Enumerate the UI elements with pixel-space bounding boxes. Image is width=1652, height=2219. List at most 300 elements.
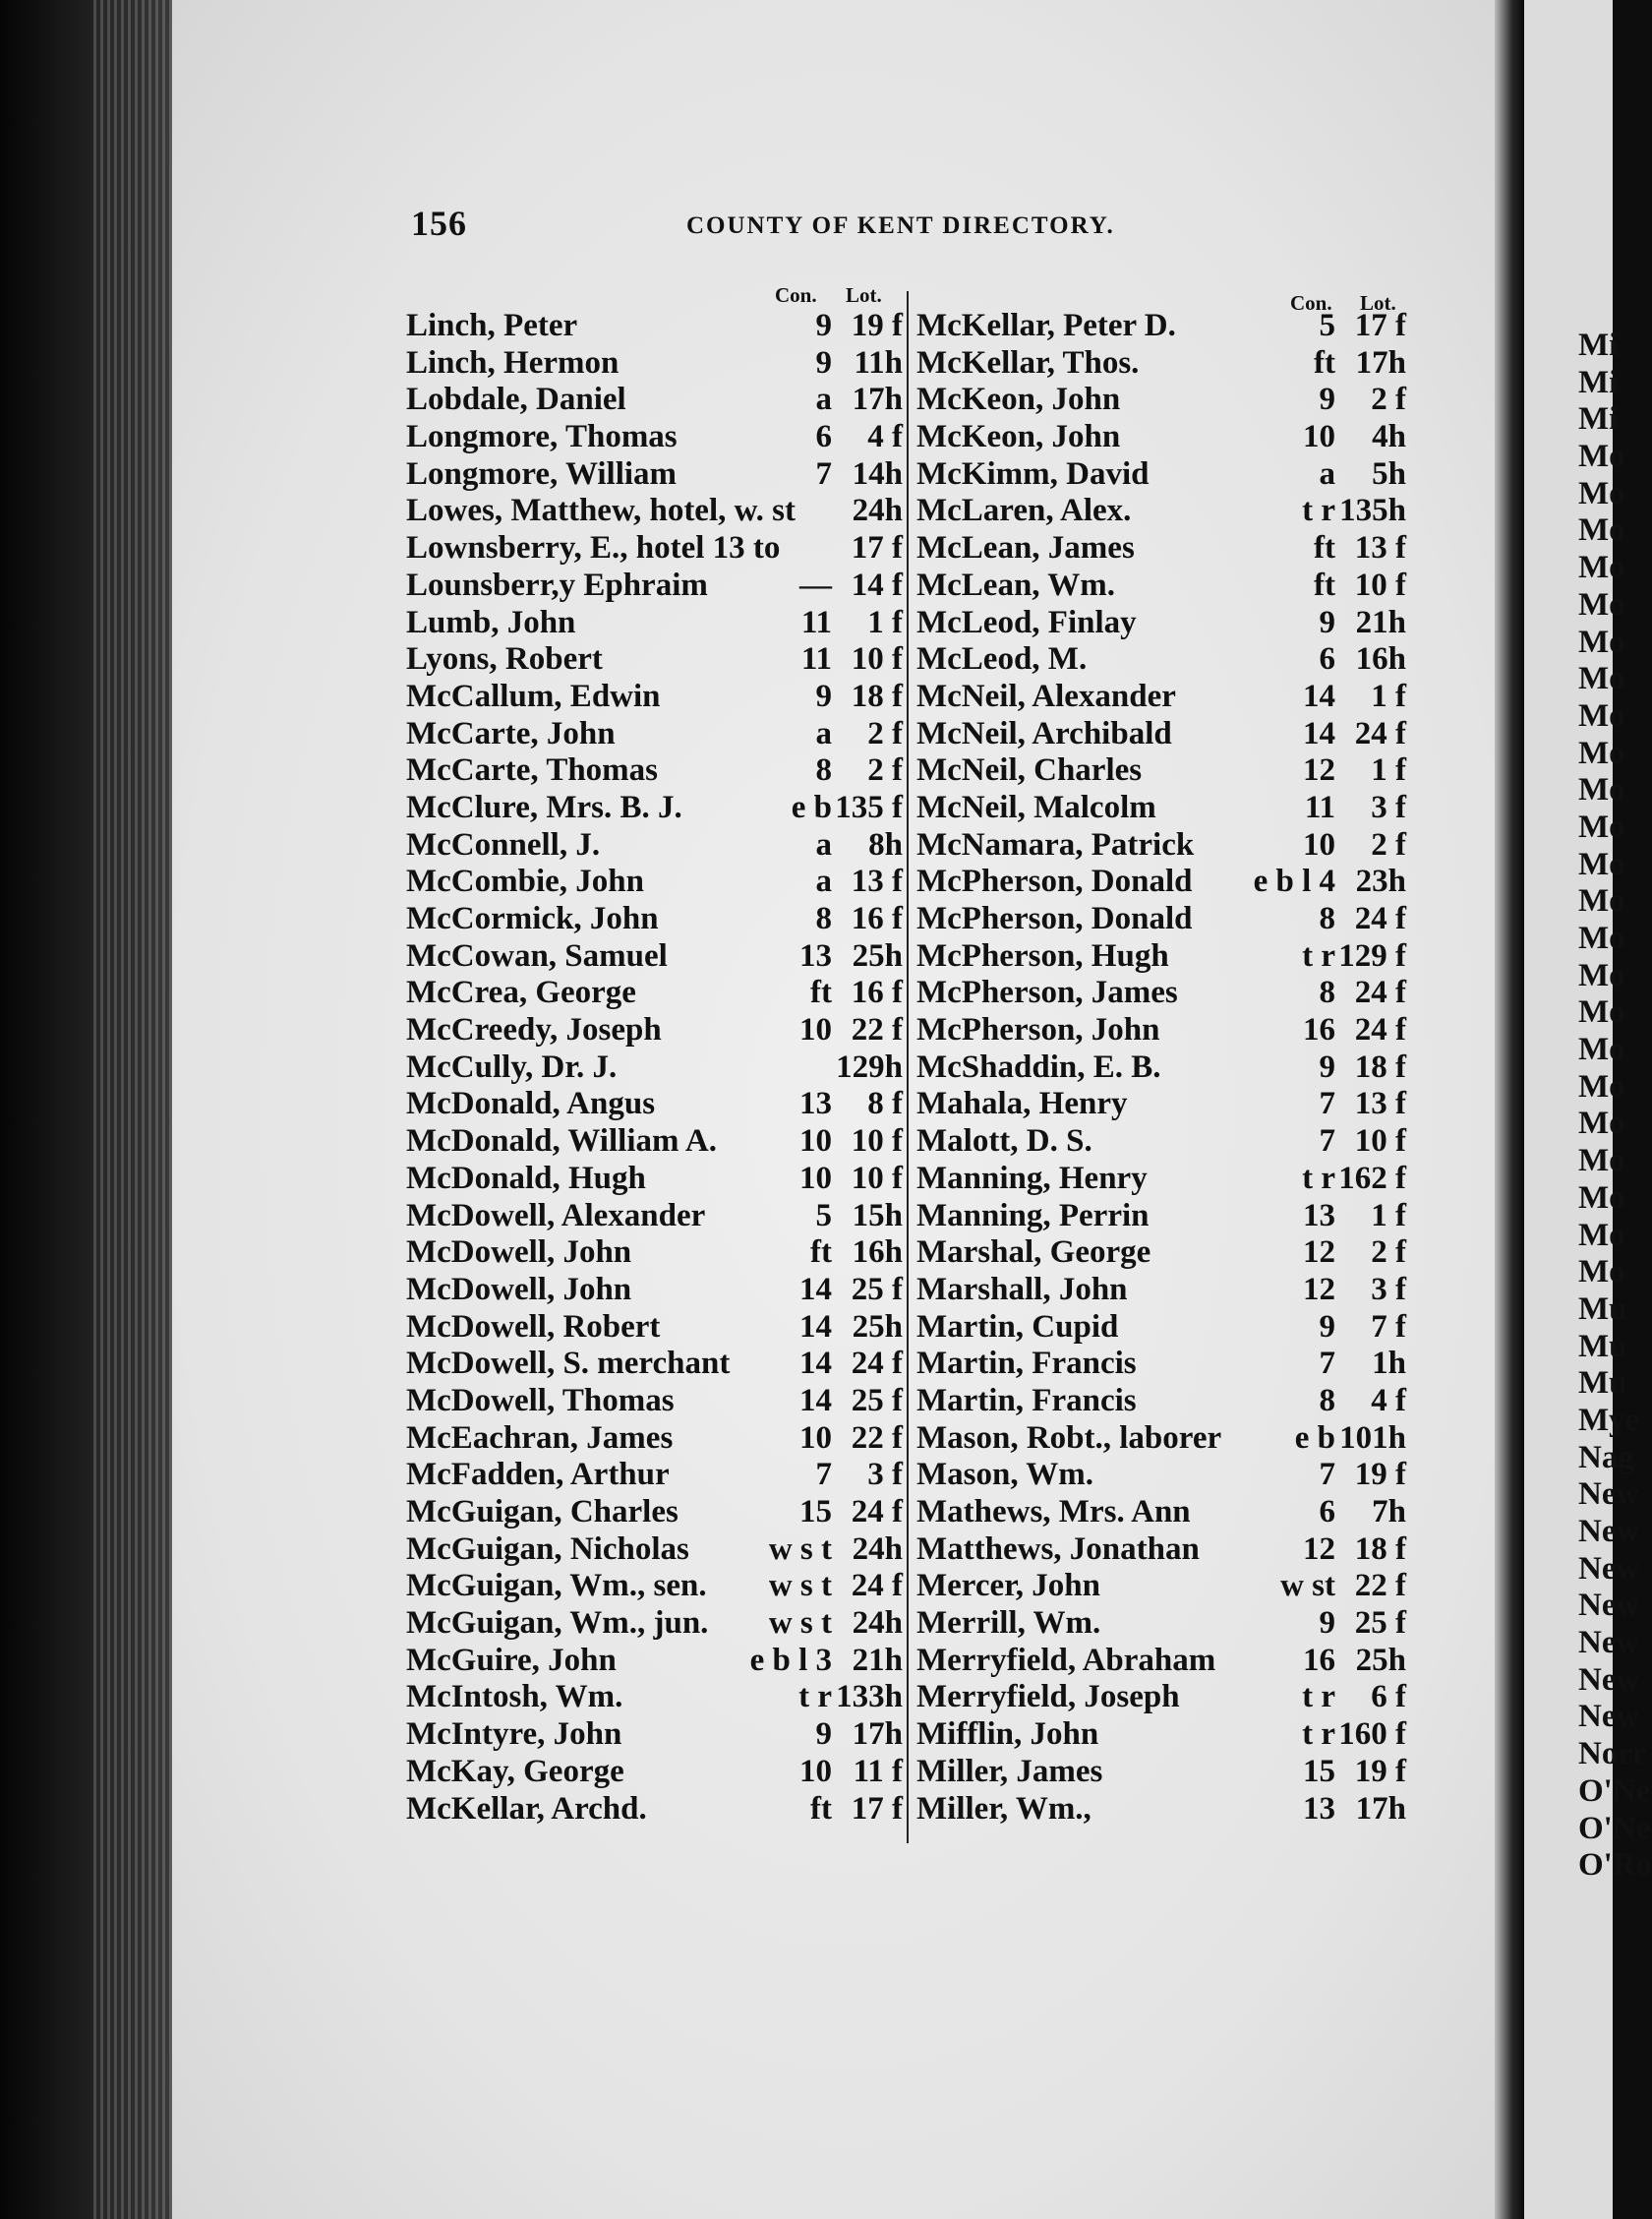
directory-entry [406,568,903,605]
entry-concession: ft [810,975,832,1011]
entry-lot: 135h [1339,493,1406,529]
entry-lot: 3 f [1371,789,1406,825]
next-page-fragment: Mo [1578,697,1625,734]
entry-concession: 6 [1319,1494,1335,1529]
entry-lot: 1h [1372,1346,1406,1382]
directory-entry [406,382,903,419]
entry-lot: 2 f [867,752,903,789]
entry-name: McPherson, Hugh [916,937,1169,974]
next-page-fragment: O'Ne [1578,1772,1651,1809]
directory-entry [916,345,1406,383]
entry-concession: 11 [800,604,832,640]
entry-name: Mifflin, John [916,1716,1099,1753]
entry-concession: 14 [1303,715,1335,751]
entry-lot: 16 f [851,901,903,936]
directory-entry [406,679,903,716]
left-lot-header: Lot. [846,283,882,307]
next-page-fragment: Mo [1578,1254,1625,1290]
directory-entry [406,827,903,865]
left-con-header: Con. [775,283,817,307]
directory-entry [406,1086,903,1123]
entry-concession: 9 [1319,1605,1335,1642]
entry-lot: 11h [854,344,903,381]
entry-name: Lounsberr,y Ephraim [406,567,708,603]
directory-entry [406,1568,903,1605]
directory-entry [406,345,903,383]
entry-lot: 4h [1372,419,1406,455]
entry-name: McLeod, Finlay [916,604,1137,640]
directory-entry [406,1716,903,1754]
directory-entry [406,419,903,456]
entry-name: McDowell, John [406,1271,632,1307]
next-page-fragment: Mo [1578,586,1625,623]
directory-entry [916,1531,1406,1569]
next-page-fragment: New [1578,1550,1640,1587]
entry-concession: 6 [815,419,832,455]
directory-entry [916,901,1406,938]
entry-lot: 3 f [1371,1271,1406,1307]
directory-entry [406,938,903,976]
directory-entry [916,679,1406,716]
entry-lot: 7 f [1371,1308,1406,1345]
entry-lot: 22 f [851,1012,903,1049]
entry-concession: w st [1280,1568,1335,1604]
directory-entry [916,1123,1406,1161]
entry-concession: w s t [768,1568,832,1604]
entry-lot: 133h [836,1679,903,1715]
directory-entry [916,1346,1406,1383]
next-page-fragment: New [1578,1588,1640,1624]
entry-name: McPherson, James [916,975,1178,1011]
entry-lot: 19 f [1354,1457,1406,1493]
entry-concession: e b l 4 [1253,864,1335,900]
entry-lot: 1 f [1371,752,1406,789]
entry-concession: 9 [815,344,832,381]
entry-lot: 24 f [1354,715,1406,751]
book-gutter [1495,0,1524,2219]
entry-name: McNamara, Patrick [916,826,1195,863]
entry-name: McKellar, Archd. [406,1790,647,1827]
entry-concession: 15 [799,1494,832,1529]
entry-concession: 9 [1319,1308,1335,1345]
entry-lot: 24 f [851,1568,903,1604]
next-page-fragment: Mo [1578,1032,1625,1068]
entry-concession: 16 [1303,1642,1335,1678]
entry-name: McGuigan, Nicholas [406,1530,689,1567]
entry-lot: 19 f [1354,1753,1406,1789]
next-page-fragment: Mo [1578,1068,1625,1105]
entry-lot: 25h [852,937,903,974]
entry-name: McCallum, Edwin [406,678,661,714]
entry-lot: 3 f [867,1457,903,1493]
entry-lot: 11 f [853,1753,903,1789]
entry-lot: 13 f [1354,1086,1406,1122]
entry-lot: 24 f [1354,975,1406,1011]
entry-name: Marshall, John [916,1271,1128,1307]
entry-lot: 19 f [851,308,903,343]
next-page-fragment: Mo [1578,809,1625,845]
entry-lot: 4 f [1371,1382,1406,1418]
entry-concession: 14 [799,1271,832,1307]
entry-concession: 8 [1319,1382,1335,1418]
entry-name: McLean, James [916,530,1135,567]
entry-concession: 13 [1303,1790,1335,1827]
entry-lot: 17 f [851,1790,903,1827]
entry-concession: 8 [1319,901,1335,936]
entry-lot: 25 f [851,1382,903,1418]
directory-entry [916,1198,1406,1235]
entry-lot: 25 f [851,1271,903,1307]
directory-entry [406,1531,903,1569]
entry-name: McDonald, Hugh [406,1160,646,1196]
entry-concession: t r [1302,1716,1335,1753]
entry-concession: 9 [1319,1049,1335,1085]
next-page-fragment: Mo [1578,661,1625,697]
directory-entry [406,641,903,679]
entry-name: McIntosh, Wm. [406,1679,623,1715]
entry-concession: 9 [815,1716,832,1753]
directory-entry [406,864,903,901]
entry-concession: 14 [799,1346,832,1382]
entry-concession: 11 [1304,789,1335,825]
next-page-edge [1524,0,1652,2219]
directory-entry [916,1050,1406,1087]
entry-concession: w s t [768,1605,832,1642]
entry-lot: 24 f [1354,1012,1406,1049]
entry-concession: 10 [1303,419,1335,455]
entry-name: McNeil, Alexander [916,678,1176,714]
directory-entry [916,456,1406,494]
entry-concession: 5 [815,1197,832,1233]
next-page-fragment: Mu [1578,1365,1627,1402]
entry-lot: 160 f [1338,1716,1406,1753]
entry-lot: 101h [1339,1419,1406,1456]
entry-name: McDowell, S. merchant [406,1346,731,1382]
entry-concession: ft [810,1234,832,1271]
next-page-fragment: Mo [1578,735,1625,771]
entry-lot: 8 f [867,1086,903,1122]
next-page-fragment: Mu [1578,1328,1627,1364]
entry-name: Matthews, Jonathan [916,1530,1200,1567]
directory-entry [916,1643,1406,1680]
directory-entry [406,1605,903,1643]
directory-entry [916,1716,1406,1754]
directory-entry [916,975,1406,1012]
entry-name: Longmore, Thomas [406,419,678,455]
next-page-fragment: New [1578,1625,1640,1661]
entry-concession: ft [1314,567,1335,603]
entry-lot: 10 f [1354,1123,1406,1160]
entry-lot: 1 f [867,604,903,640]
next-page-fragment: Norr [1578,1736,1647,1772]
next-page-fragment: New [1578,1476,1640,1513]
directory-entry [916,1494,1406,1531]
next-page-fragment: Mo [1578,883,1625,920]
next-page-fragment: Mo [1578,921,1625,956]
entry-name: Miller, James [916,1753,1103,1789]
entry-lot: 25 f [1354,1605,1406,1642]
entry-name: Lyons, Robert [406,641,603,678]
entry-name: Mercer, John [916,1568,1100,1604]
next-page-fragment: Mo [1578,994,1625,1031]
directory-entry [406,1494,903,1531]
next-page-fragment: Mye [1578,1402,1640,1438]
directory-entry [916,1012,1406,1050]
directory-entry [406,1234,903,1272]
directory-entry [916,1383,1406,1420]
entry-lot: 25h [852,1308,903,1345]
directory-entry [916,1605,1406,1643]
entry-lot: 16h [852,1234,903,1271]
entry-name: McNeil, Archibald [916,715,1172,751]
entry-concession: 10 [1303,826,1335,863]
entry-name: McGuigan, Wm., sen. [406,1568,707,1604]
page-number: 156 [411,204,467,243]
entry-name: Linch, Hermon [406,344,620,381]
entry-name: McCully, Dr. J. [406,1049,618,1085]
directory-entry [406,1198,903,1235]
entry-lot: 10 f [851,641,903,678]
entry-name: Martin, Francis [916,1346,1137,1382]
entry-lot: 21h [1355,604,1406,640]
entry-lot: 14 f [851,567,903,603]
entry-concession: a [815,826,832,863]
entry-name: McLean, Wm. [916,567,1115,603]
directory-entry [406,1050,903,1087]
entry-lot: 23h [1355,864,1406,900]
right-lot-header: Lot. [1360,291,1396,315]
directory-entry [406,1161,903,1198]
entry-lot: 13 f [1354,530,1406,567]
entry-lot: 18 f [1354,1530,1406,1567]
directory-entry [406,1791,903,1829]
entry-name: Manning, Perrin [916,1197,1150,1233]
page-header [411,203,1158,252]
entry-concession: 14 [799,1308,832,1345]
entry-name: McLeod, M. [916,641,1088,678]
entry-concession: 15 [1303,1753,1335,1789]
entry-name: Lowes, Matthew, hotel, w. st [406,493,796,529]
entry-concession: 8 [815,752,832,789]
directory-entry [406,1012,903,1050]
entry-name: Linch, Peter [406,308,578,343]
directory-entry [406,1309,903,1347]
entry-lot: 1 f [1371,678,1406,714]
entry-name: McDonald, Angus [406,1086,656,1122]
directory-entry [406,975,903,1012]
entry-concession: a [815,864,832,900]
entry-name: McClure, Mrs. B. J. [406,789,682,825]
entry-name: McCarte, John [406,715,616,751]
directory-entry [406,1754,903,1791]
entry-name: Merryfield, Abraham [916,1642,1216,1678]
column-divider [907,291,909,1843]
entry-name: Lownsberry, E., hotel 13 to [406,530,781,567]
directory-entry [406,308,903,345]
entry-name: Mathews, Mrs. Ann [916,1494,1191,1529]
entry-lot: 10 f [1354,567,1406,603]
entry-concession: 9 [1319,382,1335,418]
next-page-fragment: Mo [1578,1179,1625,1216]
entry-lot: 8h [868,826,903,863]
entry-concession: w s t [768,1530,832,1567]
entry-name: McEachran, James [406,1419,674,1456]
entry-name: Mason, Robt., laborer [916,1419,1222,1456]
entry-concession: 12 [1303,1234,1335,1271]
directory-entry [916,1679,1406,1716]
entry-concession: 7 [815,1457,832,1493]
entry-lot: 24h [852,493,903,529]
directory-entry [916,530,1406,568]
entry-lot: 16h [1355,641,1406,678]
directory-entry [406,752,903,790]
entry-lot: 17h [1355,1790,1406,1827]
entry-lot: 21h [852,1642,903,1678]
next-page-fragment: Mo [1578,772,1625,809]
entry-name: McFadden, Arthur [406,1457,670,1493]
entry-name: McCreedy, Joseph [406,1012,662,1049]
directory-entry [916,1272,1406,1309]
directory-entry [406,1457,903,1494]
entry-lot: 24 f [1354,901,1406,936]
entry-lot: 129h [836,1049,903,1085]
directory-entry [916,493,1406,530]
entry-name: McKeon, John [916,419,1121,455]
entry-concession: — [799,567,832,603]
left-column [406,308,903,1846]
entry-lot: 16 f [851,975,903,1011]
directory-entry [916,605,1406,642]
entry-name: McDowell, Robert [406,1308,661,1345]
entry-name: McGuigan, Wm., jun. [406,1605,709,1642]
entry-concession: ft [810,1790,832,1827]
next-page-fragment: Mo [1578,439,1625,475]
entry-name: Martin, Cupid [916,1308,1119,1345]
entry-lot: 24 f [851,1494,903,1529]
entry-lot: 10 f [851,1160,903,1196]
entry-concession: 13 [799,937,832,974]
directory-entry [406,901,903,938]
entry-name: McPherson, Donald [916,864,1193,900]
next-page-fragment: Nag [1578,1439,1634,1475]
directory-entry [916,308,1406,345]
entry-lot: 162 f [1338,1160,1406,1196]
entry-concession: 9 [815,678,832,714]
directory-entry [406,1679,903,1716]
directory-entry [916,1457,1406,1494]
entry-lot: 17h [1355,344,1406,381]
entry-concession: 13 [799,1086,832,1122]
next-page-fragment: O'Ro [1578,1847,1652,1884]
entry-lot: 18 f [851,678,903,714]
entry-name: Marshal, George [916,1234,1151,1271]
entry-concession: e b [1294,1419,1335,1456]
entry-name: McPherson, John [916,1012,1160,1049]
entry-name: McKimm, David [916,455,1150,492]
entry-name: Lumb, John [406,604,576,640]
entry-name: McCombie, John [406,864,644,900]
entry-name: McKellar, Peter D. [916,308,1176,343]
entry-name: Mason, Wm. [916,1457,1093,1493]
entry-lot: 7h [1372,1494,1406,1529]
entry-concession: 7 [1319,1346,1335,1382]
next-page-fragment: Mu [1578,1290,1627,1327]
entry-lot: 2 f [867,715,903,751]
entry-concession: a [815,382,832,418]
entry-lot: 25h [1355,1642,1406,1678]
next-page-fragment: Mo [1578,475,1625,511]
next-page-fragment: Mo [1578,550,1625,586]
entry-lot: 4 f [867,419,903,455]
directory-entry [406,716,903,753]
entry-concession: 7 [1319,1123,1335,1160]
entry-lot: 24h [852,1530,903,1567]
entry-name: Martin, Francis [916,1382,1137,1418]
entry-lot: 1 f [1371,1197,1406,1233]
entry-lot: 18 f [1354,1049,1406,1085]
entry-concession: a [1319,455,1335,492]
next-page-fragment: New [1578,1514,1640,1549]
entry-concession: t r [798,1679,832,1715]
entry-name: McKay, George [406,1753,624,1789]
directory-entry [406,1346,903,1383]
entry-concession: t r [1302,1160,1335,1196]
entry-name: McNeil, Malcolm [916,789,1156,825]
entry-lot: 22 f [1354,1568,1406,1604]
entry-lot: 15h [852,1197,903,1233]
directory-entry [406,456,903,494]
directory-entry [916,864,1406,901]
entry-concession: a [815,715,832,751]
entry-lot: 135 f [835,789,903,825]
entry-lot: 5h [1372,455,1406,492]
next-page-fragment: Mo [1578,1217,1625,1253]
entry-name: McCrea, George [406,975,636,1011]
directory-entry [916,827,1406,865]
next-page-fragment: O'Ne [1578,1810,1651,1846]
entry-concession: e b [791,789,832,825]
next-page-fragment: Mo [1578,512,1625,549]
entry-lot: 6 f [1371,1679,1406,1715]
next-page-fragment: Mo [1578,1106,1625,1142]
next-page-fragment: Mo [1578,624,1625,660]
directory-entry [916,1234,1406,1272]
directory-entry [916,641,1406,679]
directory-entry [406,1420,903,1458]
directory-entry [916,1161,1406,1198]
right-column [916,308,1406,1846]
entry-concession: 14 [1303,678,1335,714]
entry-concession: 10 [799,1753,832,1789]
entry-lot: 22 f [851,1419,903,1456]
entry-concession: ft [1314,530,1335,567]
entry-concession: t r [1302,937,1335,974]
directory-entry [916,938,1406,976]
directory-entry [916,382,1406,419]
entry-lot: 14h [852,455,903,492]
next-page-fragment: Mi [1578,401,1619,438]
entry-lot: 2 f [1371,1234,1406,1271]
entry-lot: 24 f [851,1346,903,1382]
entry-lot: 17h [852,1716,903,1753]
entry-concession: 8 [815,901,832,936]
entry-name: McKeon, John [916,382,1121,418]
directory-entry [916,1754,1406,1791]
next-page-fragment: Mi [1578,364,1619,400]
directory-entry [406,530,903,568]
directory-entry [916,1309,1406,1347]
next-page-fragments [1524,328,1652,1885]
